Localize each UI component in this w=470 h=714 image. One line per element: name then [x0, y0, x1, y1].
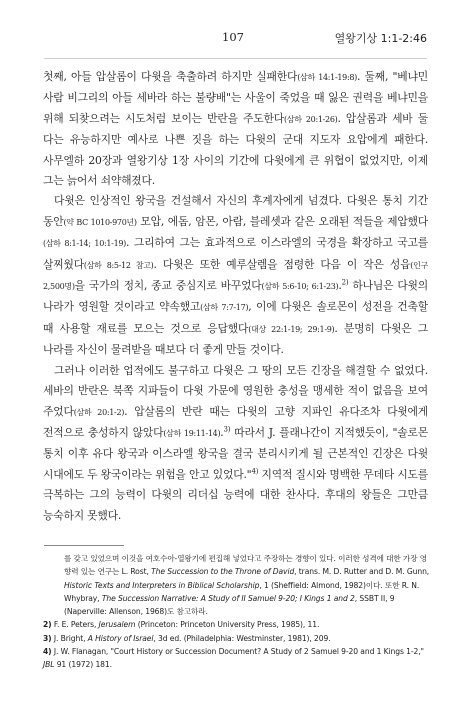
page-header — [0, 30, 470, 50]
running-title: 열왕기상 1:1-2:46 — [334, 32, 427, 45]
scripture-reference: (삼하 19:11-14) — [163, 428, 221, 438]
text-run: . 압살롬과 세바 둘 다는 유능하지만 예사로 나쁜 짓을 하는 다윗의 군대 지도자 요압에게 패한다. 사무엘하 20장과 열왕기상 1장 사이의 기간에 다윗에게 큰 위협이 없었지만, 이제 그는 늙어서 쇠약해졌다. — [43, 111, 428, 188]
footnote-2: 2) F. E. Peters, Jerusalem (Princeton: Princeton University Press, 1985), 11. — [43, 620, 320, 630]
text-run: 을 국가의 정치, 종교 중심지로 바꾸었다 — [74, 279, 262, 293]
footnote-continuation-text: 를 갖고 있었으며 이것을 여호수아-열왕기에 편집해 넣었다고 주장하는 경향이 있다. 이러한 성 — [64, 554, 370, 563]
paragraph-1 — [43, 67, 428, 191]
text-run: 따라서 J. 플래나간이 지적했듯이, "솔로몬 통치 이후 유다 왕국과 이스라엘 왕국을 결국 분리시키게 될 근본적인 긴장은 다윗 시대에도 두 왕국이라는 위험을 안고 있었다." — [43, 425, 428, 481]
text-run: . 압살롬의 반란 때는 다윗의 고향 지파인 유다조차 다윗에게 전적으로 충성하지 않았다 — [43, 404, 428, 439]
footnote-continuation: 를 갖고 있었으며 이것을 여호수아-열왕기에 편집해 넣었다고 주장하는 경향이 있다. 이러한 성격에 대한 가장 영향력 있는 연구는 L. Rost, The Succession to the Throne of David, trans. M. D. Rutter and D. M. Gunn, Historic Texts and Interpreters in Biblical Scholarship, 1 (Sheffield: Almond, 1982)이다. 또한 R. N. Whybray, The Succession Narrative: A Study of II Samuel 9-20; I Kings 1 and 2, SSBT II, 9 (Naperville: Allenson, 1968)도 참고하라. — [64, 554, 430, 617]
text-run: . 분명히 다윗은 그 나라를 자신이 물려받을 때보다 더 좋게 만들 것이다. — [43, 321, 428, 357]
paragraph-2 — [43, 191, 428, 360]
text-run: . 둘째, "베냐민 사람 비그리의 아들 세바라 하는 불량배"는 사울이 죽었을 때 잃은 권력을 베냐민을 위해 되찾으려는 시도처럼 보이는 반란을 주도한다 — [43, 70, 428, 125]
footnote-marker[interactable]: 4) — [251, 467, 259, 476]
scripture-reference: (삼하 20:1-26) — [283, 114, 338, 124]
footnotes — [43, 552, 430, 672]
scripture-reference: (대상 22:1-19; 29:1-9) — [248, 324, 335, 334]
footnote-3: 3) J. Bright, A History of Israel, 3d ed. (Philadelphia: Westminster, 1981), 209. — [43, 633, 331, 643]
text-run: . — [338, 279, 342, 293]
scripture-reference: (삼하 7:7-17) — [200, 303, 249, 313]
scripture-reference: (인구 2,500명) — [43, 260, 428, 292]
text-run: 첫째, 아들 압살롬이 다윗을 축출하려 하지만 실패한다 — [43, 70, 298, 83]
text-run: . 그리하여 그는 효과적으로 이스라엘의 국경을 확장하고 국고를 살찌웠다 — [43, 236, 428, 271]
footnote-marker[interactable]: 3) — [223, 425, 231, 434]
scripture-reference: (삼하 5:6-10; 6:1-23) — [261, 282, 339, 292]
footnote-marker[interactable]: 2) — [341, 278, 349, 287]
page-number: 107 — [222, 30, 244, 44]
footnote-4: 4) J. W. Flanagan, "Court History or Succession Document? A Study of 2 Samuel 9-20 and 1 Kings 1-2," JBL 91 (1972) 181. — [43, 647, 424, 670]
scripture-reference: (삼하 20:1-2) — [73, 407, 125, 417]
text-run: . 다윗은 또한 예루살렘을 점령한 다음 이 작은 성읍 — [153, 257, 411, 271]
text-run: . — [220, 425, 224, 439]
text-run: 지역적 질시와 명백한 무데타 시도를 극복하는 그의 능력이 다윗의 리더십 능력에 대한 찬사다. 후대의 왕들은 그만큼 능숙하지 못했다. — [43, 467, 429, 522]
text-run: , 이에 다윗은 솔로몬이 성전을 건축할 때 사용할 재료를 모으는 것으로 응답했다 — [43, 300, 428, 335]
footnote-number: 3) — [43, 633, 52, 643]
header-rule — [44, 58, 427, 59]
scripture-reference: (삼하 8:5-12 참고) — [83, 260, 154, 270]
main-text — [43, 67, 428, 526]
scripture-reference: (약 BC 1010-970년) — [63, 217, 137, 227]
text-run: 모압, 에돔, 암몬, 아람, 블레셋과 같은 오래된 적들을 제압했다 — [136, 214, 429, 228]
scripture-reference: (삼하 14:1-19:8) — [297, 73, 357, 82]
text-run: 그러나 이러한 업적에도 불구하고 다윗은 그 땅의 모든 긴장을 해결할 수 없었다. 세바의 반란은 북쪽 지파들이 다윗 가문에 영원한 충성을 맹세한 적이 없음을 보여 주었다 — [43, 363, 428, 418]
scripture-reference: (삼하 8:1-14; 10:1-19) — [43, 239, 126, 249]
footnote-number: 4) — [43, 647, 52, 657]
footnote-number: 2) — [43, 620, 52, 630]
text-run: 하나님은 다윗의 나라가 영원할 것이라고 약속했고 — [43, 279, 429, 314]
footnote-rule — [44, 545, 124, 546]
paragraph-3 — [43, 361, 428, 526]
text-run: 다윗은 인상적인 왕국을 건설해서 자신의 후계자에게 넘겼다. 다윗은 통치 기간 동안 — [43, 194, 428, 228]
